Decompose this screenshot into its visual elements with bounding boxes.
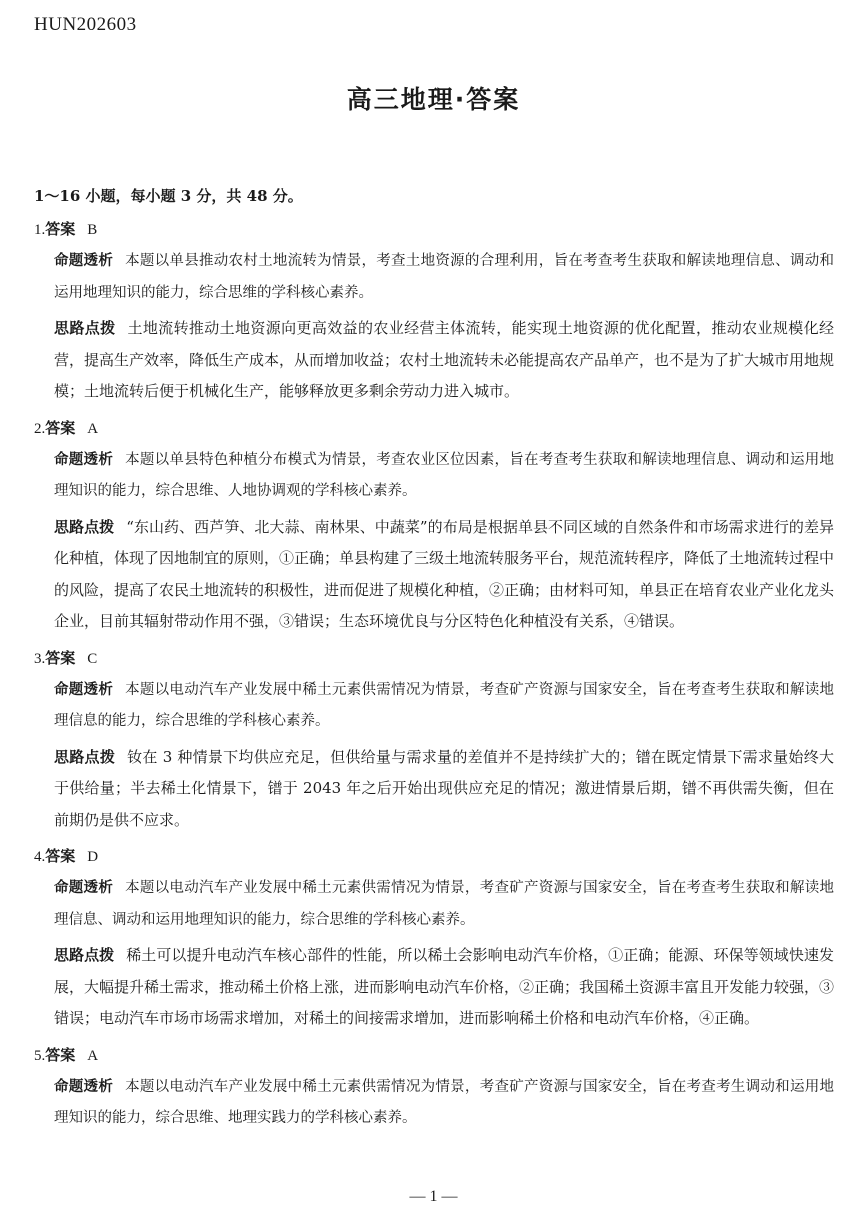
answer-line xyxy=(34,844,834,869)
question-block xyxy=(34,217,834,408)
reasoning-text: 土地流转推动土地资源向更高效益的农业经营主体流转，能实现土地资源的优化配置，推动农业规模化经营，提高生产效率，降低生产成本，从而增加收益；农村土地流转未必能提高农产品单产，也不是为了扩大城市用地规模；土地流转后便于机械化生产，能够释放更多剩余劳动力进入城市。 xyxy=(54,319,835,400)
analysis-label: 命题透析 xyxy=(54,880,114,896)
reasoning-text: 钕在 3 种情景下均供应充足，但供给量与需求量的差值并不是持续扩大的；镨在既定情景下需求量始终大于供给量；半去稀土化情景下，镨于 2043 年之后开始出现供应充足的情况；激进情景后期，镨不再供需失衡，但在前期仍是供不应求。 xyxy=(54,747,834,829)
answer-letter: D xyxy=(87,849,99,865)
reasoning-paragraph xyxy=(34,512,834,638)
answer-letter: C xyxy=(87,650,98,667)
reasoning-text: “东山药、西芦笋、北大蒜、南林果、中蔬菜”的布局是根据单县不同区域的自然条件和市场需求进行的差异化种植，体现了因地制宜的原则，①正确；单县构建了三级土地流转服务平台，规范流转程序，降低了土地流转过程中的风险，提高了农民土地流转的积极性，进而促进了规模化种植，②正确；由材料可知，单县正在培育农业产业化龙头企业，目前其辐射带动作用不强，③错误；生态环境优良与分区特色化种植没有关系，④错误。 xyxy=(54,517,835,630)
document-code: HUN202603 xyxy=(34,14,137,35)
answer-label: 答案 xyxy=(45,418,76,437)
reasoning-label: 思路点拨 xyxy=(54,946,115,964)
answer-content xyxy=(34,183,834,1143)
answer-letter: A xyxy=(87,420,99,437)
analysis-label: 命题透析 xyxy=(54,1078,114,1095)
analysis-paragraph xyxy=(34,445,834,508)
analysis-text: 本题以电动汽车产业发展中稀土元素供需情况为情景，考查矿产资源与国家安全，旨在考查考生获取和解读地理信息的能力，综合思维的学科核心素养。 xyxy=(54,681,835,729)
answer-line xyxy=(34,1043,834,1068)
question-number: 3. xyxy=(34,650,46,667)
question-block xyxy=(34,1043,834,1135)
section-intro: 1～16 小题，每小题 3 分，共 48 分。 xyxy=(34,187,303,205)
analysis-label: 命题透析 xyxy=(54,451,114,468)
reasoning-paragraph xyxy=(34,742,834,837)
analysis-text: 本题以电动汽车产业发展中稀土元素供需情况为情景，考查矿产资源与国家安全，旨在考查考生获取和解读地理信息、调动和运用地理知识的能力，综合思维的学科核心素养。 xyxy=(54,880,835,928)
reasoning-paragraph xyxy=(34,313,834,408)
answer-letter: A xyxy=(87,1047,99,1064)
answer-label: 答案 xyxy=(45,1045,76,1064)
analysis-text: 本题以单县特色种植分布模式为情景，考查农业区位因素，旨在考查考生获取和解读地理信息、调动和运用地理知识的能力，综合思维、人地协调观的学科核心素养。 xyxy=(54,451,835,499)
answer-label: 答案 xyxy=(45,220,76,238)
answer-label: 答案 xyxy=(45,847,76,865)
analysis-text: 本题以电动汽车产业发展中稀土元素供需情况为情景，考查矿产资源与国家安全，旨在考查考生调动和运用地理知识的能力，综合思维、地理实践力的学科核心素养。 xyxy=(54,1078,835,1126)
question-number: 1. xyxy=(34,222,46,238)
analysis-text: 本题以单县推动农村土地流转为情景，考查土地资源的合理利用，旨在考查考生获取和解读地理信息、调动和运用地理知识的能力，综合思维的学科核心素养。 xyxy=(54,253,835,301)
question-number: 2. xyxy=(34,420,46,437)
question-number: 5. xyxy=(34,1047,46,1064)
reasoning-label: 思路点拨 xyxy=(54,319,116,337)
page-number: — 1 — xyxy=(409,1188,458,1205)
analysis-label: 命题透析 xyxy=(54,253,114,269)
analysis-label: 命题透析 xyxy=(54,681,114,698)
answer-label: 答案 xyxy=(45,648,76,667)
analysis-paragraph xyxy=(34,675,834,738)
question-block xyxy=(34,646,834,837)
reasoning-paragraph xyxy=(34,940,834,1035)
question-number: 4. xyxy=(34,849,46,865)
analysis-paragraph xyxy=(34,873,834,936)
reasoning-text: 稀土可以提升电动汽车核心部件的性能，所以稀土会影响电动汽车价格，①正确；能源、环保等领域快速发展，大幅提升稀土需求，推动稀土价格上涨，进而影响电动汽车价格，②正确；我国稀土资源丰富且开发能力较强，③错误；电动汽车市场市场需求增加，对稀土的间接需求增加，进而影响稀土价格和电动汽车价格，④正确。 xyxy=(54,946,835,1027)
analysis-paragraph xyxy=(34,246,834,309)
page-title: 高三地理·答案 xyxy=(346,85,521,114)
answer-line xyxy=(34,217,834,242)
answer-line xyxy=(34,646,834,671)
reasoning-label: 思路点拨 xyxy=(54,747,116,766)
question-block xyxy=(34,844,834,1035)
answer-letter: B xyxy=(87,222,98,238)
reasoning-label: 思路点拨 xyxy=(54,517,115,536)
analysis-paragraph xyxy=(34,1072,834,1135)
question-block xyxy=(34,416,834,638)
answer-line xyxy=(34,416,834,441)
question-list xyxy=(34,217,834,1135)
